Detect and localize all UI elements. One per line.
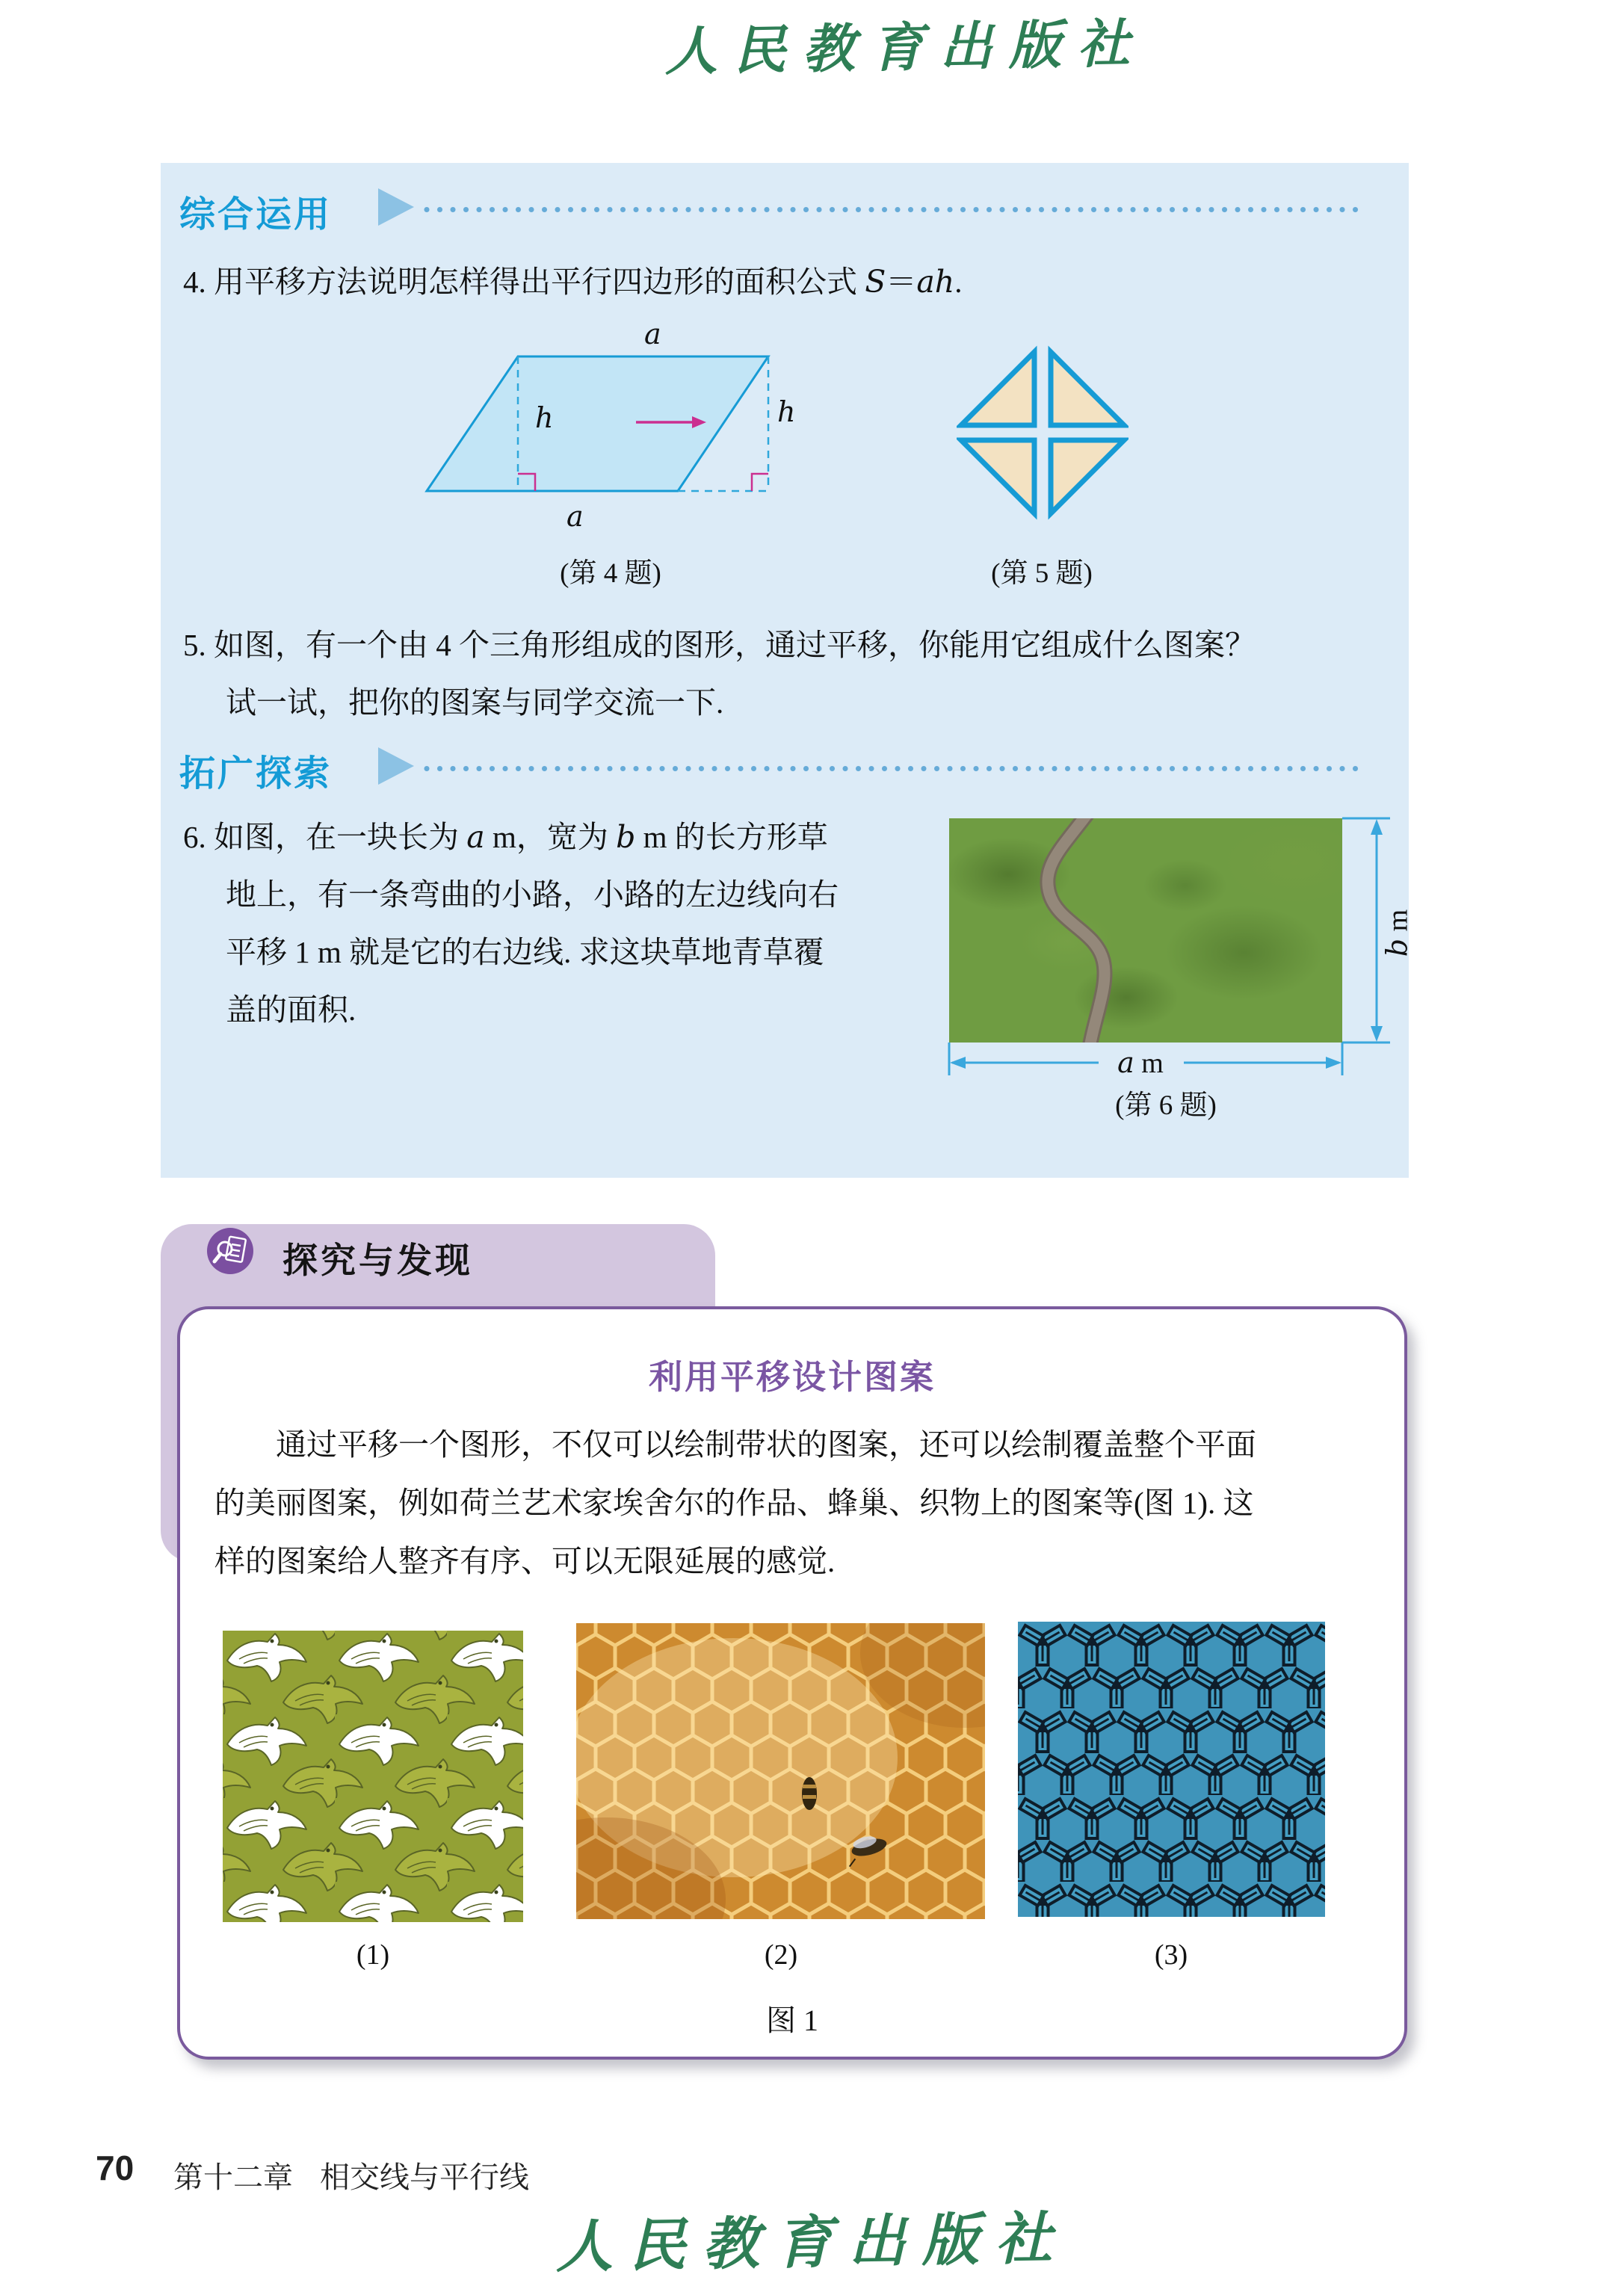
section-title-exploration: 拓广探索 [179,754,333,794]
chapter-number: 第十二章 [173,2160,293,2194]
section-dotted-rule [423,765,1363,772]
problem4-text [183,263,962,301]
section-arrow-icon [378,188,414,226]
figure1-label: 图 1 [766,2004,818,2037]
dimension-label-a: a m [1117,1046,1164,1079]
explore-paragraph-line3: 样的图案给人整齐有序、可以无限延展的感觉. [214,1544,836,1578]
problem6-line4: 盖的面积. [226,992,356,1027]
var-a: a [466,819,485,855]
problem5-line1: 5. 如图，有一个由 4 个三角形组成的图形，通过平移，你能用它组成什么图案？ [183,628,1256,662]
formula-period: . [954,265,963,299]
chapter-title: 相交线与平行线 [320,2160,529,2194]
publisher-logo-top: 人民教育出版社 [664,12,1147,83]
problem6-run2: m，宽为 [484,820,617,854]
figure4-caption: (第 4 题) [560,558,661,589]
label-h-right: h [777,395,796,428]
figure6-caption: (第 6 题) [1115,1090,1217,1121]
section-title-comprehensive: 综合运用 [179,195,333,235]
honeycomb-photo [576,1623,985,1919]
explore-section-header: 探究与发现 [282,1241,473,1280]
page-number: 70 [96,2149,135,2187]
triangle-bottom-right [1051,440,1124,513]
problem6-line2: 地上，有一条弯曲的小路，小路的左边线向右 [226,877,839,912]
parallelogram-translation-figure [389,321,852,546]
label-h-left: h [535,401,554,434]
var-b: b [616,819,636,855]
formula-equals: ＝ [886,265,917,299]
label-a-bottom: a [566,500,584,533]
dimension-label-b: b m [1380,909,1414,957]
chapter-footer [173,2154,529,2196]
y-block-tessellation [1018,1622,1325,1917]
triangle-top-left [961,352,1034,425]
figure5-caption: (第 5 题) [991,558,1093,589]
problem5-line2: 试一试，把你的图案与同学交流一下. [226,685,724,720]
section-dotted-rule [423,206,1363,213]
explore-title: 利用平移设计图案 [648,1358,936,1396]
four-triangles-figure [957,339,1129,527]
triangle-top-right [1051,352,1124,425]
explore-paragraph-line1: 通过平移一个图形，不仅可以绘制带状的图案，还可以绘制覆盖整个平面 [276,1427,1256,1462]
explore-paragraph-line2: 的美丽图案，例如荷兰艺术家埃舍尔的作品、蜂巢、织物上的图案等(图 1). 这 [214,1486,1254,1520]
problem6-run1: 6. 如图，在一块长为 [183,820,467,854]
parallelogram-shape [427,356,768,491]
bee [802,1777,817,1810]
label-a-top: a [644,321,661,350]
image2-caption: (2) [764,1939,798,1971]
formula-S: S [865,264,886,300]
problem4-text-run: 4. 用平移方法说明怎样得出平行四边形的面积公式 [183,265,865,299]
escher-bird-tessellation [223,1631,523,1922]
problem6-line3: 平移 1 m 就是它的右边线. 求这块草地青草覆 [226,935,824,969]
problem6-run3: m 的长方形草 [635,820,828,854]
image1-caption: (1) [356,1939,390,1971]
problem6-line1 [183,818,828,856]
triangle-bottom-left [961,440,1034,513]
formula-ah: ah [916,264,955,300]
magnifier-document-icon [206,1227,254,1275]
section-arrow-icon [378,747,414,785]
publisher-logo-bottom: 人民教育出版社 [555,2205,1069,2280]
image3-caption: (3) [1154,1939,1188,1971]
